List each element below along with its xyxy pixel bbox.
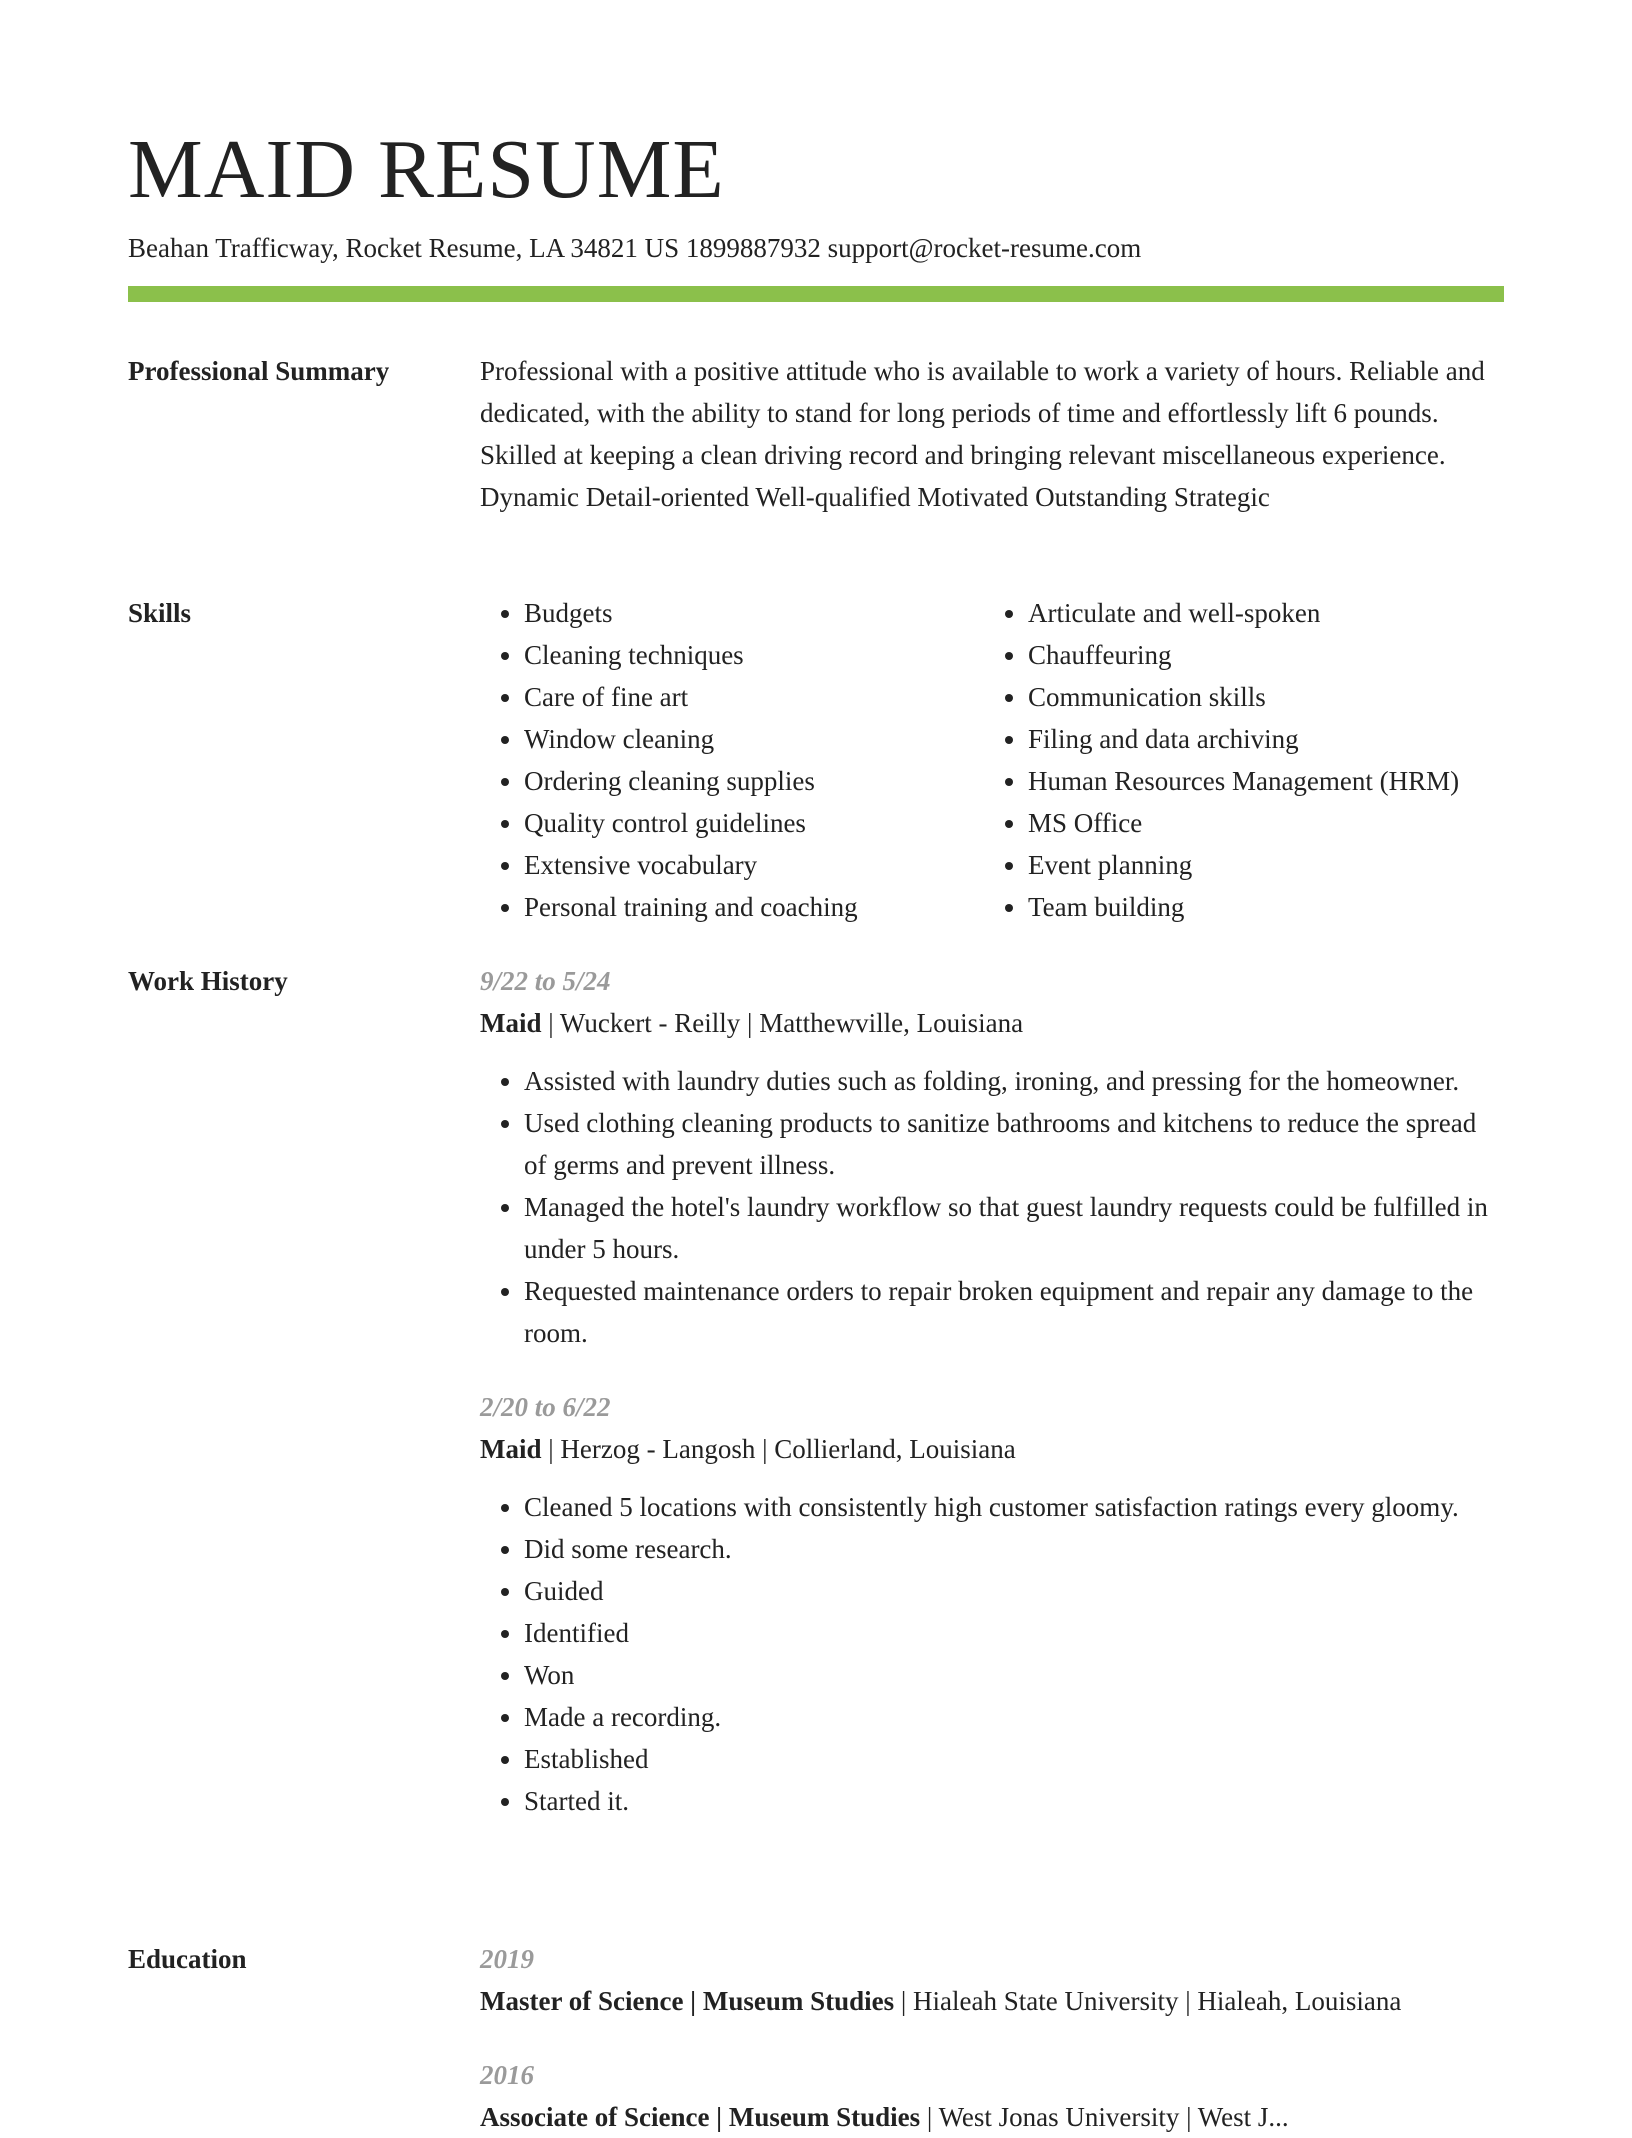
education-heading: Education bbox=[128, 1944, 247, 1974]
job-bullet: • Did some research. bbox=[524, 1528, 1504, 1570]
skill-item: • Chauffeuring bbox=[1028, 634, 1548, 676]
resume-title: MAID RESUME bbox=[128, 123, 725, 216]
skill-item: • Care of fine art bbox=[524, 676, 1024, 718]
job-bullet: • Assisted with laundry duties such as folding, ironing, and pressing for the homeowner. bbox=[524, 1060, 1504, 1102]
skill-item: • Personal training and coaching bbox=[524, 886, 1024, 928]
education-year: 2016 bbox=[480, 2060, 534, 2090]
skill-item: • Filing and data archiving bbox=[1028, 718, 1548, 760]
skill-item: • Event planning bbox=[1028, 844, 1548, 886]
education-year: 2019 bbox=[480, 1944, 534, 1974]
education-entry bbox=[480, 1938, 1504, 2022]
job-title-line bbox=[480, 1002, 1504, 1044]
job-bullet-list bbox=[480, 1486, 1504, 1822]
job-title: Maid bbox=[480, 1434, 542, 1464]
job-bullet: • Requested maintenance orders to repair broken equipment and repair any damage to the room. bbox=[524, 1270, 1504, 1354]
job-dates: 2/20 to 6/22 bbox=[480, 1392, 611, 1422]
job-bullet: • Managed the hotel's laundry workflow so that guest laundry requests could be fulfilled in under 5 hours. bbox=[524, 1186, 1504, 1270]
accent-divider bbox=[128, 286, 1504, 302]
summary-body bbox=[480, 350, 1504, 518]
skill-item: • Extensive vocabulary bbox=[524, 844, 1024, 886]
job-bullet-list bbox=[480, 1060, 1504, 1354]
job-entry bbox=[480, 960, 1504, 1354]
education-degree-line bbox=[480, 1980, 1504, 2022]
skill-item: • MS Office bbox=[1028, 802, 1548, 844]
education-degree: Associate of Science | Museum Studies bbox=[480, 2102, 921, 2132]
skill-item: • Articulate and well-spoken bbox=[1028, 592, 1548, 634]
job-bullet: • Cleaned 5 locations with consistently high customer satisfaction ratings every gloomy. bbox=[524, 1486, 1504, 1528]
summary-text: Professional with a positive attitude who is available to work a variety of hours. Reliable and dedicated, with the ability to stand for long periods of time and effortlessly lift 6 pounds. Skilled at keeping a clean driving record and bringing relevant miscellaneous experience. Dynamic Detail-oriented Well-qualified Motivated Outstanding Strategic bbox=[480, 356, 1485, 512]
skills-list-left bbox=[480, 592, 1024, 928]
skill-item: • Ordering cleaning supplies bbox=[524, 760, 1024, 802]
skill-item: • Budgets bbox=[524, 592, 1024, 634]
job-bullet: • Made a recording. bbox=[524, 1696, 1504, 1738]
job-employer-location: | Herzog - Langosh | Collierland, Louisiana bbox=[541, 1434, 1016, 1464]
skill-item: • Cleaning techniques bbox=[524, 634, 1024, 676]
job-dates: 9/22 to 5/24 bbox=[480, 966, 611, 996]
job-employer-location: | Wuckert - Reilly | Matthewville, Louisiana bbox=[541, 1008, 1024, 1038]
job-bullet: • Established bbox=[524, 1738, 1504, 1780]
education-degree-line bbox=[480, 2096, 1504, 2138]
job-bullet: • Started it. bbox=[524, 1780, 1504, 1822]
skill-item: • Team building bbox=[1028, 886, 1548, 928]
job-entry bbox=[480, 1386, 1504, 1822]
skill-item: • Communication skills bbox=[1028, 676, 1548, 718]
job-bullet: • Identified bbox=[524, 1612, 1504, 1654]
job-title: Maid bbox=[480, 1008, 542, 1038]
skills-list-right bbox=[984, 592, 1548, 928]
education-school-location: | Hialeah State University | Hialeah, Louisiana bbox=[894, 1986, 1402, 2016]
education-degree: Master of Science | Museum Studies bbox=[480, 1986, 895, 2016]
education-school-location: | West Jonas University | West J... bbox=[920, 2102, 1289, 2132]
summary-heading: Professional Summary bbox=[128, 356, 390, 386]
skills-heading: Skills bbox=[128, 598, 192, 628]
job-bullet: • Guided bbox=[524, 1570, 1504, 1612]
work-history-heading: Work History bbox=[128, 966, 288, 996]
work-history-body bbox=[480, 960, 1504, 1822]
skill-item: • Quality control guidelines bbox=[524, 802, 1024, 844]
job-bullet: • Used clothing cleaning products to sanitize bathrooms and kitchens to reduce the spread of germs and prevent illness. bbox=[524, 1102, 1504, 1186]
education-entry bbox=[480, 2054, 1504, 2138]
job-bullet: • Won bbox=[524, 1654, 1504, 1696]
contact-line: Beahan Trafficway, Rocket Resume, LA 34821 US 1899887932 support@rocket-resume.com bbox=[128, 233, 1142, 263]
job-title-line bbox=[480, 1428, 1504, 1470]
skill-item: • Window cleaning bbox=[524, 718, 1024, 760]
skill-item: • Human Resources Management (HRM) bbox=[1028, 760, 1548, 802]
education-body bbox=[480, 1938, 1504, 2138]
